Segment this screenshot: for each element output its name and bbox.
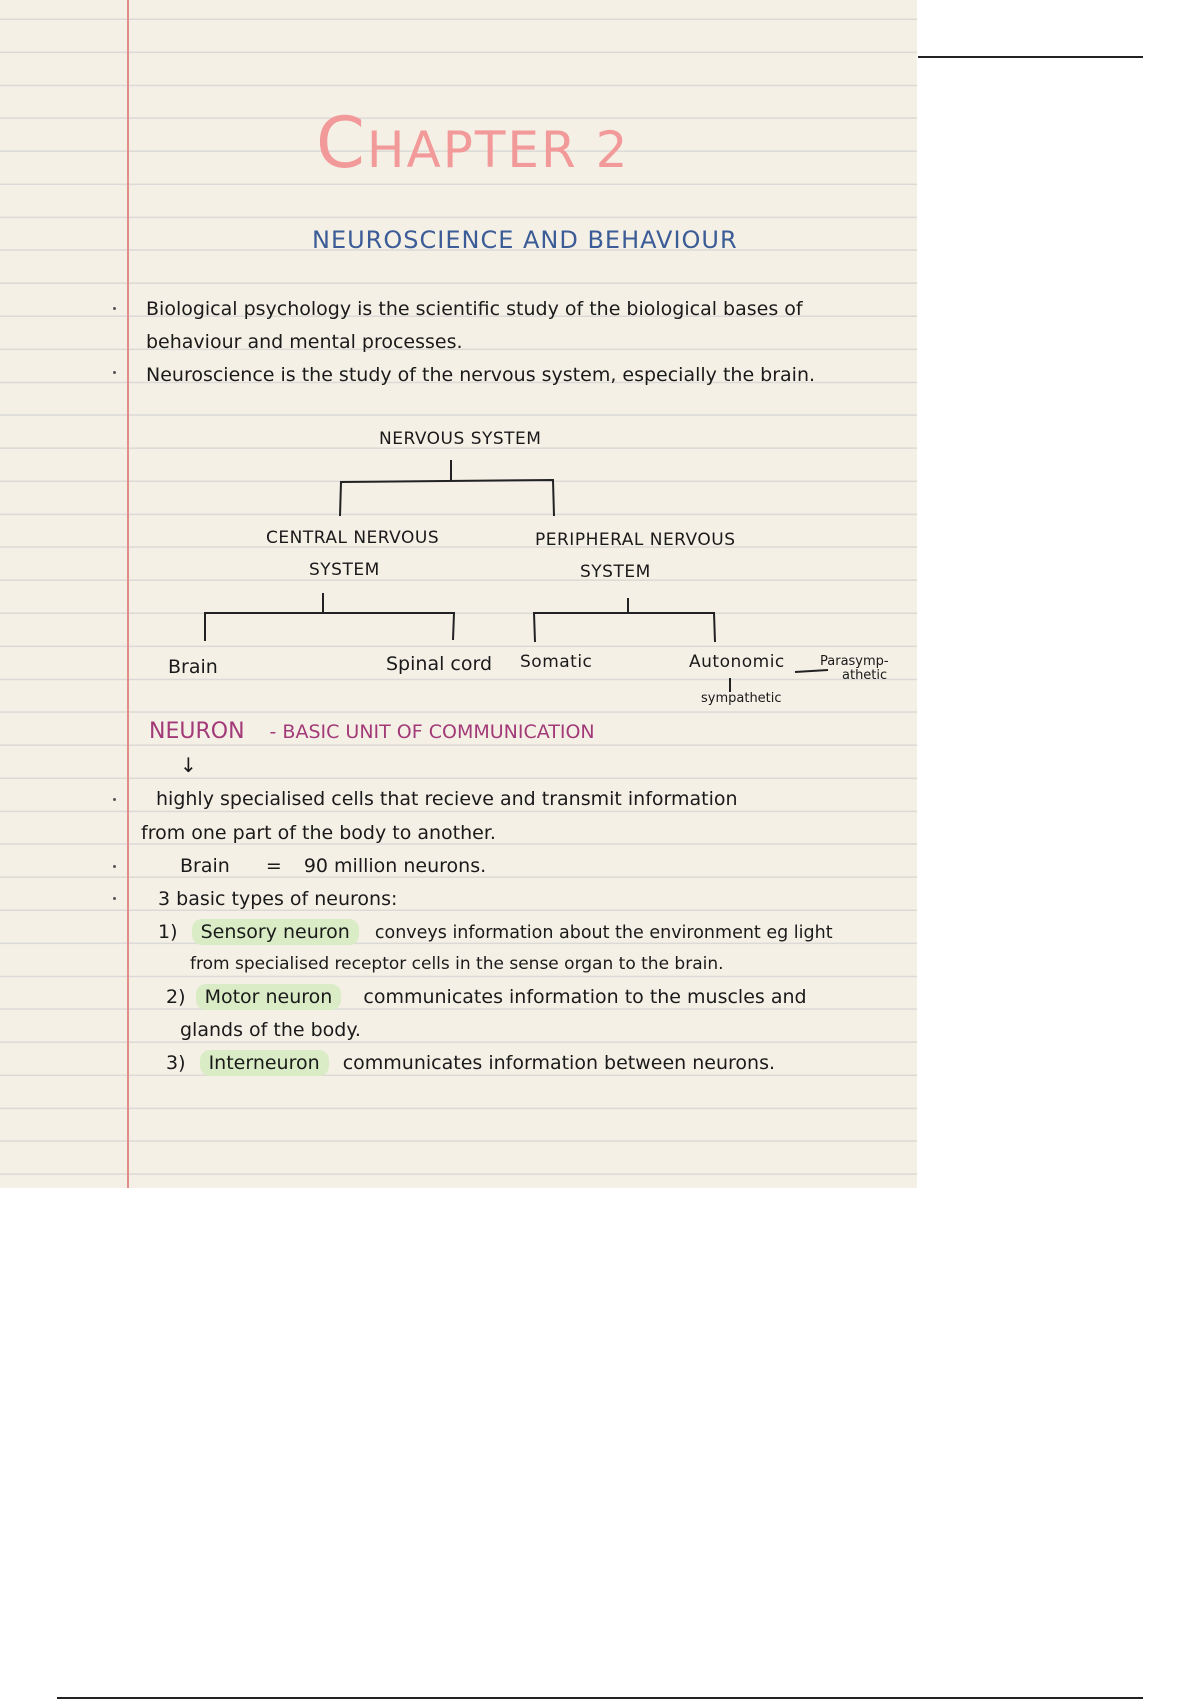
- diagram-parasympathetic-line1: Parasymp-: [820, 654, 889, 669]
- brain-neuron-value: 90 million neurons.: [303, 855, 487, 877]
- type1-description-line2: from specialised receptor cells in the sense organ to the brain.: [190, 954, 724, 974]
- type1-number: 1): [158, 921, 178, 943]
- bullet-dot: [113, 897, 116, 900]
- diagram-spinal-cord: Spinal cord: [386, 653, 493, 675]
- neuron-type-3: [166, 1054, 775, 1073]
- type3-number: 3): [166, 1052, 186, 1074]
- type2-description: communicates information to the muscles and: [363, 986, 807, 1008]
- neuron-type-1: [158, 923, 833, 943]
- brain-neuron-count: [180, 857, 486, 876]
- diagram-central-line1: CENTRAL NERVOUS: [266, 528, 440, 548]
- header-rule: [918, 56, 1143, 58]
- neuron-heading-rest: - BASIC UNIT OF COMMUNICATION: [269, 721, 595, 743]
- bullet-dot: [113, 798, 116, 801]
- intro-line-3: Neuroscience is the study of the nervous system, especially the brain.: [146, 364, 816, 386]
- neuron-definition-line1: highly specialised cells that recieve and transmit information: [156, 788, 738, 810]
- diagram-parasympathetic-line2: athetic: [842, 668, 888, 683]
- diagram-brain: Brain: [168, 656, 218, 678]
- chapter-subtitle: NEUROSCIENCE AND BEHAVIOUR: [312, 226, 738, 254]
- neuron-heading-title: NEURON: [149, 719, 245, 744]
- type1-term-highlight: Sensory neuron: [192, 919, 359, 945]
- diagram-sympathetic: sympathetic: [701, 691, 782, 706]
- bullet-dot: [113, 865, 116, 868]
- nervous-system-diagram-lines: [0, 0, 917, 720]
- footer-rule: [57, 1697, 1143, 1699]
- brain-label: Brain: [180, 855, 230, 877]
- type2-term-highlight: Motor neuron: [196, 984, 342, 1010]
- neuron-type-2: [166, 988, 807, 1007]
- diagram-somatic: Somatic: [520, 652, 593, 672]
- neuron-heading: [149, 721, 595, 743]
- chapter-title-first: C: [316, 102, 367, 184]
- diagram-autonomic: Autonomic: [689, 652, 785, 672]
- type2-number: 2): [166, 986, 186, 1008]
- equals-sign: =: [265, 855, 282, 877]
- diagram-peripheral-line1: PERIPHERAL NERVOUS: [535, 530, 736, 550]
- type1-description: conveys information about the environment eg light: [374, 923, 833, 943]
- diagram-peripheral-line2: SYSTEM: [580, 562, 651, 582]
- type2-description-line2: glands of the body.: [180, 1019, 361, 1041]
- neuron-definition-line2: from one part of the body to another.: [141, 822, 496, 844]
- intro-line-1: Biological psychology is the scientific study of the biological bases of: [146, 298, 803, 320]
- diagram-root: NERVOUS SYSTEM: [379, 429, 542, 449]
- chapter-title-rest: HAPTER 2: [366, 121, 630, 179]
- intro-line-2: behaviour and mental processes.: [146, 331, 463, 353]
- neuron-types-intro: 3 basic types of neurons:: [158, 888, 398, 910]
- type3-description: communicates information between neurons.: [342, 1052, 776, 1074]
- type3-term-highlight: Interneuron: [200, 1050, 329, 1076]
- neuron-arrow-icon: ↓: [180, 753, 197, 777]
- diagram-central-line2: SYSTEM: [309, 560, 380, 580]
